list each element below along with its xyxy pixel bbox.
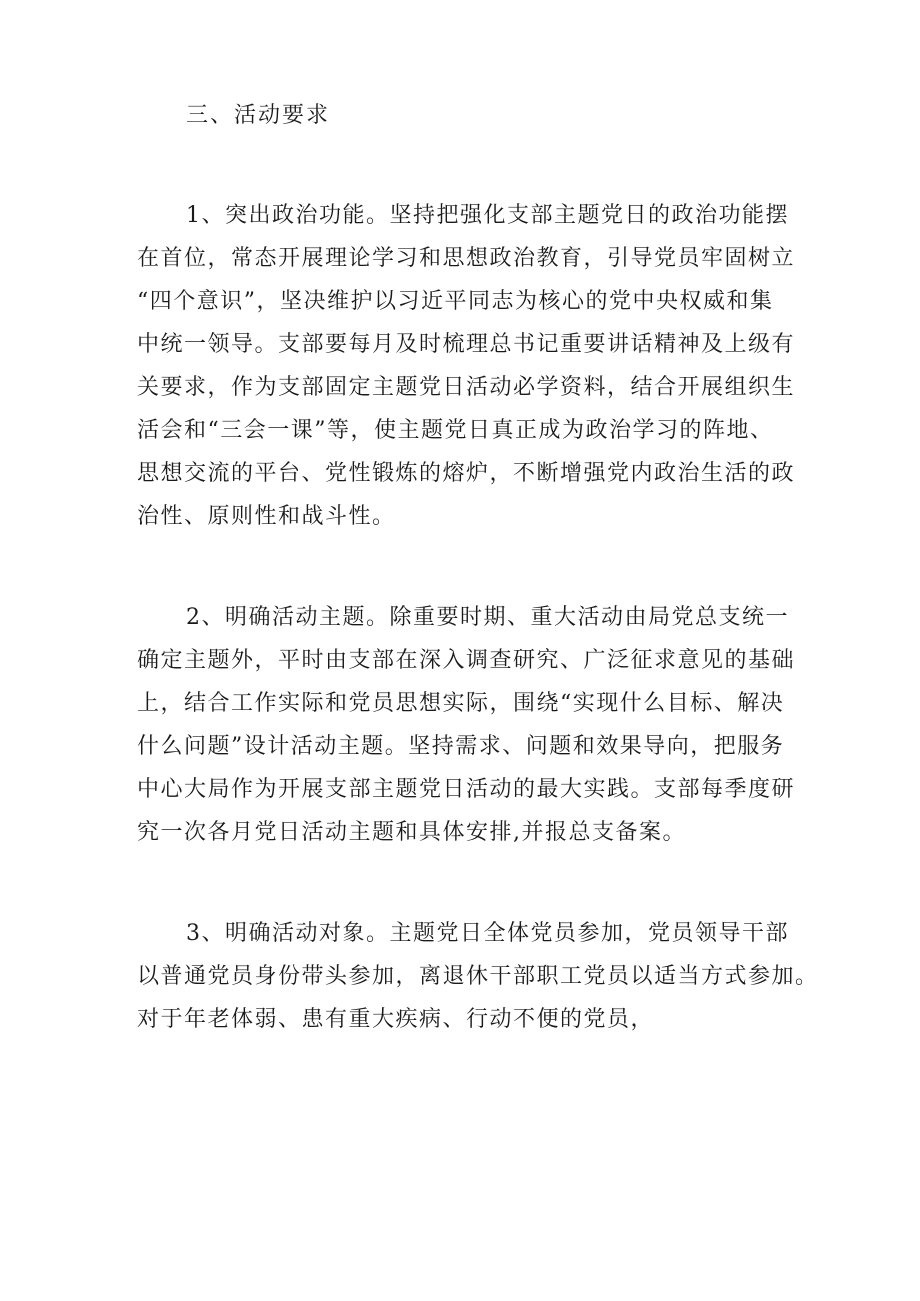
paragraph-line: 上，结合工作实际和党员思想实际，围绕“实现什么目标、解决 xyxy=(137,691,785,716)
paragraph-line: 2、明确活动主题。除重要时期、重大活动由局党总支统一 xyxy=(186,605,789,630)
paragraph-line: 思想交流的平台、党性锻炼的熔炉，不断增强党内政治生活的政 xyxy=(137,461,796,486)
paragraph-line: 在首位，常态开展理论学习和思想政治教育，引导党员牢固树立 xyxy=(137,246,796,271)
paragraph-line: 3、明确活动对象。主题党日全体党员参加，党员领导干部 xyxy=(186,921,789,946)
paragraph-line: 确定主题外，平时由支部在深入调查研究、广泛征求意见的基础 xyxy=(137,648,796,673)
paragraph-line: 关要求，作为支部固定主题党日活动必学资料，结合开展组织生 xyxy=(137,375,796,400)
paragraph-line: 对于年老体弱、患有重大疾病、行动不便的党员， xyxy=(137,1007,655,1032)
paragraph-line: 中心大局作为开展支部主题党日活动的最大实践。支部每季度研 xyxy=(137,777,796,802)
section-heading: 三、活动要求 xyxy=(186,103,331,128)
paragraph-line: 究一次各月党日活动主题和具体安排,并报总支备案。 xyxy=(137,820,686,845)
paragraph-line: 什么问题”设计活动主题。坚持需求、问题和效果导向，把服务 xyxy=(137,734,785,759)
paragraph-line: 治性、原则性和战斗性。 xyxy=(137,504,396,529)
paragraph-line: 以普通党员身份带头参加，离退休干部职工党员以适当方式参加。 xyxy=(137,964,819,989)
paragraph-line: 活会和“三会一课”等，使主题党日真正成为政治学习的阵地、 xyxy=(137,418,774,443)
paragraph-line: 1、突出政治功能。坚持把强化支部主题党日的政治功能摆 xyxy=(186,203,789,228)
paragraph-line: “四个意识”，坚决维护以习近平同志为核心的党中央权威和集 xyxy=(137,289,774,314)
paragraph-line: 中统一领导。支部要每月及时梳理总书记重要讲话精神及上级有 xyxy=(137,332,796,357)
